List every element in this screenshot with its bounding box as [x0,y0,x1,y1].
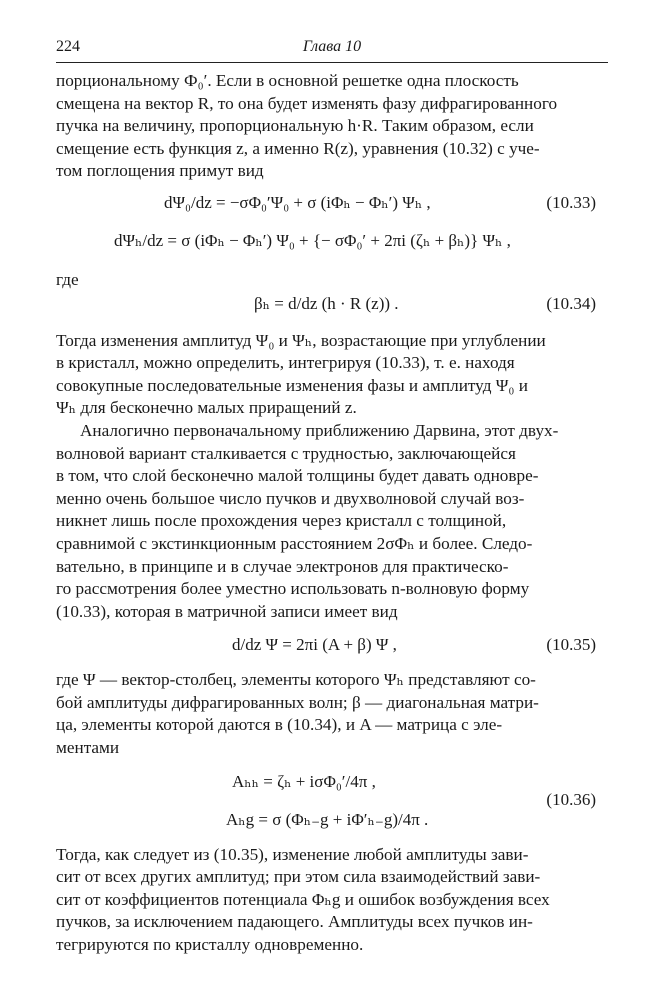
page-body [56,70,608,957]
paragraph-line: тегрируются по кристаллу одновременно. [56,935,364,955]
paragraph-line: Тогда, как следует из (10.35), изменение любой амплитуды зави- [56,844,529,864]
page-header [56,38,608,62]
equation-10-36 [56,760,608,844]
paragraph-line: пучков, за исключением падающего. Амплитуды всех пучков ин- [56,912,533,932]
equation-10-33-line-2: dΨₕ/dz = σ (iΦₕ − Φₕ′) Ψ₀ + {− σΦ₀′ + 2πi (ζₕ + βₕ)} Ψₕ , [114,230,511,250]
equation-10-33 [56,183,608,269]
paragraph-line: бой амплитуды дифрагированных волн; β — диагональная матри- [56,692,539,712]
equation-10-35-line: d/dz Ψ = 2πi (A + β) Ψ , [232,635,397,655]
paragraph-line: Аналогично первоначальному приближению Дарвина, этот двух- [80,420,559,440]
paragraph-line: смещение есть функция z, а именно R(z), уравнения (10.32) с уче- [56,138,540,158]
paragraph-line: где [56,269,79,289]
equation-10-36-line-2: Aₕg = σ (Φₕ₋g + iΦ′ₕ₋g)/4π . [226,809,429,829]
equation-10-33-line-1: dΨ₀/dz = −σΦ₀′Ψ₀ + σ (iΦₕ − Φₕ′) Ψₕ , [164,192,431,212]
paragraph-line: вательно, в принципе и в случае электронов для практическо- [56,556,509,576]
paragraph-line: в том, что слой бесконечно малой толщины будет давать одновре- [56,466,539,486]
paragraph-line: (10.33), которая в матричной записи имеет вид [56,601,398,621]
paragraph-line: го рассмотрения более уместно использовать n-волновую форму [56,579,530,599]
equation-10-35 [56,623,608,669]
paragraph-line: волновой вариант сталкивается с трудностью, заключающейся [56,443,516,463]
running-title: Глава 10 [302,38,362,55]
equation-10-36-line-1: Aₕₕ = ζₕ + iσΦ₀′/4π , [232,771,376,791]
equation-10-34-line: βₕ = d/dz (h · R (z)) . [254,293,399,313]
paragraph-line: менно очень большое число пучков и двухволновой случай воз- [56,488,525,508]
header-rule [56,62,608,63]
paragraph-line: сравнимой с экстинкционным расстоянием 2σΦₕ и более. Следо- [56,533,533,553]
paragraph-line: в кристалл, можно определить, интегрируя (10.33), т. е. находя [56,353,515,373]
paragraph-line: никнет лишь после прохождения через кристалл с толщиной, [56,511,507,531]
paragraph-line: смещена на вектор R, то она будет изменять фазу дифрагированного [56,93,558,113]
paragraph-line: совокупные последовательные изменения фазы и амплитуд Ψ₀ и [56,375,528,395]
paragraph-line: Ψₕ для бесконечно малых приращений z. [56,398,357,418]
equation-number: (10.35) [546,635,596,655]
equation-number: (10.36) [546,789,596,809]
paragraph-line: порциональному Ф₀′. Если в основной решетке одна плоскость [56,71,519,90]
page-number: 224 [56,38,80,55]
paragraph-line: Тогда изменения амплитуд Ψ₀ и Ψₕ, возрастающие при углублении [56,330,546,350]
paragraph-line: где Ψ — вектор-столбец, элементы которого Ψₕ представляют со- [56,670,536,690]
paragraph-line: сит от всех других амплитуд; при этом сила взаимодействий зави- [56,867,541,887]
paragraph-line: ца, элементы которой даются в (10.34), и A — матрица с эле- [56,715,503,735]
equation-number: (10.34) [546,293,596,313]
paragraph-line: пучка на величину, пропорциональную h·R. Таким образом, если [56,116,534,136]
equation-number: (10.33) [546,192,596,212]
equation-10-34 [56,292,608,330]
paragraph-line: ментами [56,738,120,758]
paragraph-line: сит от коэффициентов потенциала Φₕg и ошибок возбуждения всех [56,889,550,909]
paragraph-line: том поглощения примут вид [56,161,264,181]
